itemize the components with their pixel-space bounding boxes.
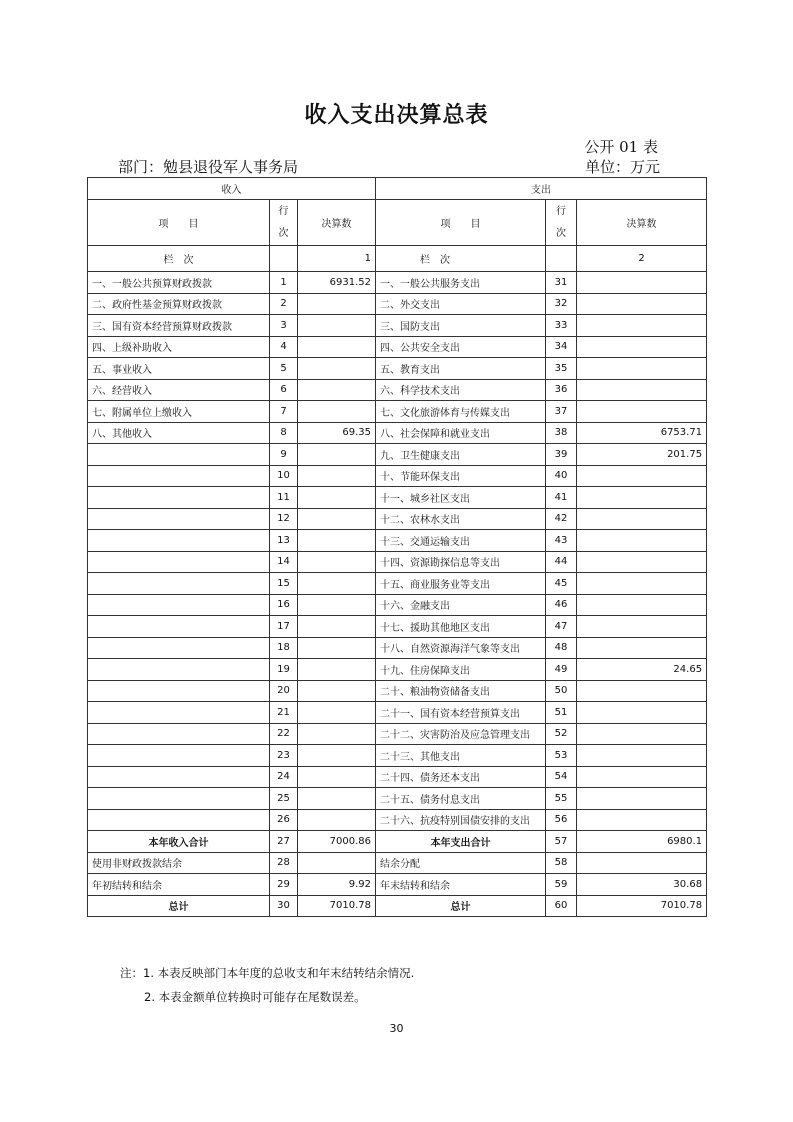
income-item — [88, 551, 270, 573]
income-row-no: 17 — [270, 616, 298, 638]
table-row — [88, 809, 707, 831]
income-item — [88, 745, 270, 767]
table-row — [88, 272, 707, 294]
income-item — [88, 594, 270, 616]
income-item — [88, 788, 270, 810]
expense-item: 十六、金融支出 — [376, 594, 546, 616]
income-row-no: 13 — [270, 530, 298, 552]
expense-row-no: 42 — [546, 508, 577, 530]
expense-row-no: 39 — [546, 444, 577, 466]
income-item — [88, 530, 270, 552]
header-amount-right: 决算数 — [577, 200, 707, 246]
row-28-item: 使用非财政拨款结余 — [88, 852, 270, 874]
lanci-label-right: 栏 次 — [376, 246, 546, 272]
table-row — [88, 702, 707, 724]
table-row — [88, 659, 707, 681]
form-number: 公开 01 表 — [584, 138, 658, 156]
income-row-no: 12 — [270, 508, 298, 530]
expense-item: 二十六、抗疫特别国债安排的支出 — [376, 809, 546, 831]
income-row-no: 10 — [270, 465, 298, 487]
income-amount — [298, 594, 376, 616]
income-item: 七、附属单位上缴收入 — [88, 401, 270, 423]
table-row — [88, 874, 707, 896]
income-amount — [298, 551, 376, 573]
income-amount — [298, 379, 376, 401]
expense-item: 二十四、债务还本支出 — [376, 766, 546, 788]
income-total-amount: 7000.86 — [298, 831, 376, 853]
header-amount-left: 决算数 — [298, 200, 376, 246]
row-29-amount: 9.92 — [298, 874, 376, 896]
expense-row-no: 44 — [546, 551, 577, 573]
grand-total-left-label: 总计 — [88, 895, 270, 917]
expense-row-no: 36 — [546, 379, 577, 401]
header-item-right: 项 目 — [376, 200, 546, 246]
expense-amount — [577, 766, 707, 788]
expense-row-no: 56 — [546, 809, 577, 831]
expense-item: 二十三、其他支出 — [376, 745, 546, 767]
income-item: 六、经营收入 — [88, 379, 270, 401]
expense-section-header: 支出 — [376, 178, 707, 200]
expense-amount — [577, 551, 707, 573]
income-amount — [298, 637, 376, 659]
expense-row-no: 50 — [546, 680, 577, 702]
income-total-no: 27 — [270, 831, 298, 853]
expense-row-no: 43 — [546, 530, 577, 552]
expense-row-no: 52 — [546, 723, 577, 745]
expense-row-no: 54 — [546, 766, 577, 788]
expense-amount — [577, 809, 707, 831]
expense-item: 十八、自然资源海洋气象等支出 — [376, 637, 546, 659]
grand-total-row — [88, 895, 707, 917]
table-row — [88, 508, 707, 530]
page-title: 收入支出决算总表 — [304, 103, 489, 128]
expense-item: 十四、资源勘探信息等支出 — [376, 551, 546, 573]
expense-amount — [577, 702, 707, 724]
expense-item: 五、教育支出 — [376, 358, 546, 380]
expense-amount — [577, 401, 707, 423]
income-amount — [298, 293, 376, 315]
expense-item: 十七、援助其他地区支出 — [376, 616, 546, 638]
expense-item: 二十、粮油物资储备支出 — [376, 680, 546, 702]
income-row-no: 24 — [270, 766, 298, 788]
income-amount — [298, 809, 376, 831]
income-amount — [298, 680, 376, 702]
expense-amount — [577, 508, 707, 530]
income-item — [88, 809, 270, 831]
expense-item: 二十二、灾害防治及应急管理支出 — [376, 723, 546, 745]
table-row — [88, 852, 707, 874]
income-expense-table — [87, 177, 707, 917]
expense-amount — [577, 315, 707, 337]
income-amount — [298, 745, 376, 767]
expense-total-no: 57 — [546, 831, 577, 853]
expense-item: 十二、农林水支出 — [376, 508, 546, 530]
table-row — [88, 379, 707, 401]
unit-label: 单位：万元 — [584, 158, 660, 176]
income-amount — [298, 465, 376, 487]
income-item: 二、政府性基金预算财政拨款 — [88, 293, 270, 315]
expense-item: 六、科学技术支出 — [376, 379, 546, 401]
footnote-1: 注：1. 本表反映部门本年度的总收支和年末结转结余情况. — [120, 966, 415, 980]
page-number: 30 — [389, 1022, 404, 1035]
income-amount — [298, 616, 376, 638]
income-item: 三、国有资本经营预算财政拨款 — [88, 315, 270, 337]
income-row-no: 7 — [270, 401, 298, 423]
income-row-no: 22 — [270, 723, 298, 745]
table-row — [88, 745, 707, 767]
income-row-no: 8 — [270, 422, 298, 444]
income-row-no: 1 — [270, 272, 298, 294]
expense-amount — [577, 487, 707, 509]
expense-row-no: 34 — [546, 336, 577, 358]
lanci-col-left: 1 — [298, 246, 376, 272]
table-row — [88, 616, 707, 638]
income-amount — [298, 487, 376, 509]
header-rowno-left: 行 次 — [270, 200, 298, 246]
expense-item: 十三、交通运输支出 — [376, 530, 546, 552]
table-row — [88, 766, 707, 788]
income-amount — [298, 336, 376, 358]
expense-item: 二十一、国有资本经营预算支出 — [376, 702, 546, 724]
income-item: 四、上级补助收入 — [88, 336, 270, 358]
expense-amount — [577, 358, 707, 380]
income-amount — [298, 766, 376, 788]
expense-amount — [577, 293, 707, 315]
income-row-no: 25 — [270, 788, 298, 810]
grand-total-left-amount: 7010.78 — [298, 895, 376, 917]
department-label: 部门：勉县退役军人事务局 — [118, 158, 299, 176]
row-29-no: 29 — [270, 874, 298, 896]
expense-amount: 201.75 — [577, 444, 707, 466]
income-row-no: 3 — [270, 315, 298, 337]
expense-item: 九、卫生健康支出 — [376, 444, 546, 466]
income-row-no: 18 — [270, 637, 298, 659]
income-row-no: 26 — [270, 809, 298, 831]
row-59-no: 59 — [546, 874, 577, 896]
expense-amount — [577, 272, 707, 294]
expense-row-no: 46 — [546, 594, 577, 616]
expense-row-no: 55 — [546, 788, 577, 810]
income-row-no: 4 — [270, 336, 298, 358]
income-row-no: 5 — [270, 358, 298, 380]
expense-amount — [577, 723, 707, 745]
expense-row-no: 47 — [546, 616, 577, 638]
row-58-item: 结余分配 — [376, 852, 546, 874]
expense-row-no: 45 — [546, 573, 577, 595]
expense-item: 八、社会保障和就业支出 — [376, 422, 546, 444]
income-amount — [298, 315, 376, 337]
row-59-item: 年末结转和结余 — [376, 874, 546, 896]
expense-item: 七、文化旅游体育与传媒支出 — [376, 401, 546, 423]
table-row — [88, 465, 707, 487]
table-row — [88, 573, 707, 595]
income-row-no: 15 — [270, 573, 298, 595]
lanci-label-left: 栏 次 — [88, 246, 270, 272]
expense-row-no: 53 — [546, 745, 577, 767]
expense-row-no: 51 — [546, 702, 577, 724]
table-row — [88, 422, 707, 444]
table-row — [88, 788, 707, 810]
table-row — [88, 293, 707, 315]
grand-total-right-amount: 7010.78 — [577, 895, 707, 917]
grand-total-left-no: 30 — [270, 895, 298, 917]
expense-row-no: 48 — [546, 637, 577, 659]
grand-total-right-label: 总计 — [376, 895, 546, 917]
expense-amount — [577, 573, 707, 595]
income-section-header: 收入 — [88, 178, 376, 200]
expense-amount — [577, 788, 707, 810]
income-row-no: 23 — [270, 745, 298, 767]
expense-row-no: 31 — [546, 272, 577, 294]
expense-amount — [577, 637, 707, 659]
expense-amount — [577, 745, 707, 767]
grand-total-right-no: 60 — [546, 895, 577, 917]
income-item — [88, 702, 270, 724]
income-item — [88, 659, 270, 681]
income-item — [88, 723, 270, 745]
income-amount — [298, 530, 376, 552]
expense-total-amount: 6980.1 — [577, 831, 707, 853]
expense-item: 十、节能环保支出 — [376, 465, 546, 487]
table-row — [88, 530, 707, 552]
income-amount — [298, 573, 376, 595]
income-item: 五、事业收入 — [88, 358, 270, 380]
table-row — [88, 336, 707, 358]
table-row — [88, 551, 707, 573]
income-amount — [298, 401, 376, 423]
income-row-no: 11 — [270, 487, 298, 509]
expense-total-label: 本年支出合计 — [376, 831, 546, 853]
expense-item: 十九、住房保障支出 — [376, 659, 546, 681]
income-item — [88, 637, 270, 659]
column-header-row — [88, 200, 707, 246]
income-row-no: 19 — [270, 659, 298, 681]
expense-amount — [577, 594, 707, 616]
expense-row-no: 37 — [546, 401, 577, 423]
income-item — [88, 465, 270, 487]
table-row — [88, 487, 707, 509]
income-amount — [298, 702, 376, 724]
expense-row-no: 38 — [546, 422, 577, 444]
income-amount: 6931.52 — [298, 272, 376, 294]
table-row — [88, 444, 707, 466]
income-item — [88, 508, 270, 530]
expense-row-no: 32 — [546, 293, 577, 315]
row-58-amount — [577, 852, 707, 874]
income-row-no: 6 — [270, 379, 298, 401]
expense-amount — [577, 379, 707, 401]
table-row — [88, 680, 707, 702]
expense-amount — [577, 616, 707, 638]
income-item — [88, 487, 270, 509]
income-item — [88, 444, 270, 466]
expense-item: 二、外交支出 — [376, 293, 546, 315]
expense-row-no: 33 — [546, 315, 577, 337]
expense-item: 一、一般公共服务支出 — [376, 272, 546, 294]
income-amount — [298, 358, 376, 380]
row-28-no: 28 — [270, 852, 298, 874]
table-row — [88, 358, 707, 380]
income-total-row — [88, 831, 707, 853]
section-header-row — [88, 178, 707, 200]
income-amount — [298, 723, 376, 745]
expense-item: 十一、城乡社区支出 — [376, 487, 546, 509]
income-item — [88, 616, 270, 638]
expense-amount — [577, 680, 707, 702]
header-item-left: 项 目 — [88, 200, 270, 246]
expense-item: 三、国防支出 — [376, 315, 546, 337]
column-index-row — [88, 246, 707, 272]
income-row-no: 21 — [270, 702, 298, 724]
row-59-amount: 30.68 — [577, 874, 707, 896]
expense-amount: 6753.71 — [577, 422, 707, 444]
footnote-2: 2. 本表金额单位转换时可能存在尾数误差。 — [144, 990, 366, 1004]
income-item — [88, 680, 270, 702]
table-row — [88, 723, 707, 745]
expense-item: 十五、商业服务业等支出 — [376, 573, 546, 595]
income-amount — [298, 444, 376, 466]
income-amount — [298, 659, 376, 681]
expense-row-no: 40 — [546, 465, 577, 487]
income-row-no: 2 — [270, 293, 298, 315]
income-row-no: 14 — [270, 551, 298, 573]
row-29-item: 年初结转和结余 — [88, 874, 270, 896]
income-amount — [298, 508, 376, 530]
income-row-no: 20 — [270, 680, 298, 702]
table-row — [88, 637, 707, 659]
header-rowno-right: 行 次 — [546, 200, 577, 246]
income-item — [88, 573, 270, 595]
income-total-label: 本年收入合计 — [88, 831, 270, 853]
table-row — [88, 315, 707, 337]
income-amount: 69.35 — [298, 422, 376, 444]
expense-amount: 24.65 — [577, 659, 707, 681]
income-amount — [298, 788, 376, 810]
expense-amount — [577, 336, 707, 358]
income-item — [88, 766, 270, 788]
expense-item: 四、公共安全支出 — [376, 336, 546, 358]
income-row-no: 9 — [270, 444, 298, 466]
expense-amount — [577, 465, 707, 487]
expense-item: 二十五、债务付息支出 — [376, 788, 546, 810]
expense-row-no: 41 — [546, 487, 577, 509]
lanci-col-right: 2 — [577, 246, 707, 272]
table-row — [88, 594, 707, 616]
expense-amount — [577, 530, 707, 552]
expense-row-no: 35 — [546, 358, 577, 380]
income-item: 一、一般公共预算财政拨款 — [88, 272, 270, 294]
income-row-no: 16 — [270, 594, 298, 616]
row-28-amount — [298, 852, 376, 874]
table-row — [88, 401, 707, 423]
row-58-no: 58 — [546, 852, 577, 874]
footnotes — [120, 961, 414, 1009]
expense-row-no: 49 — [546, 659, 577, 681]
income-item: 八、其他收入 — [88, 422, 270, 444]
